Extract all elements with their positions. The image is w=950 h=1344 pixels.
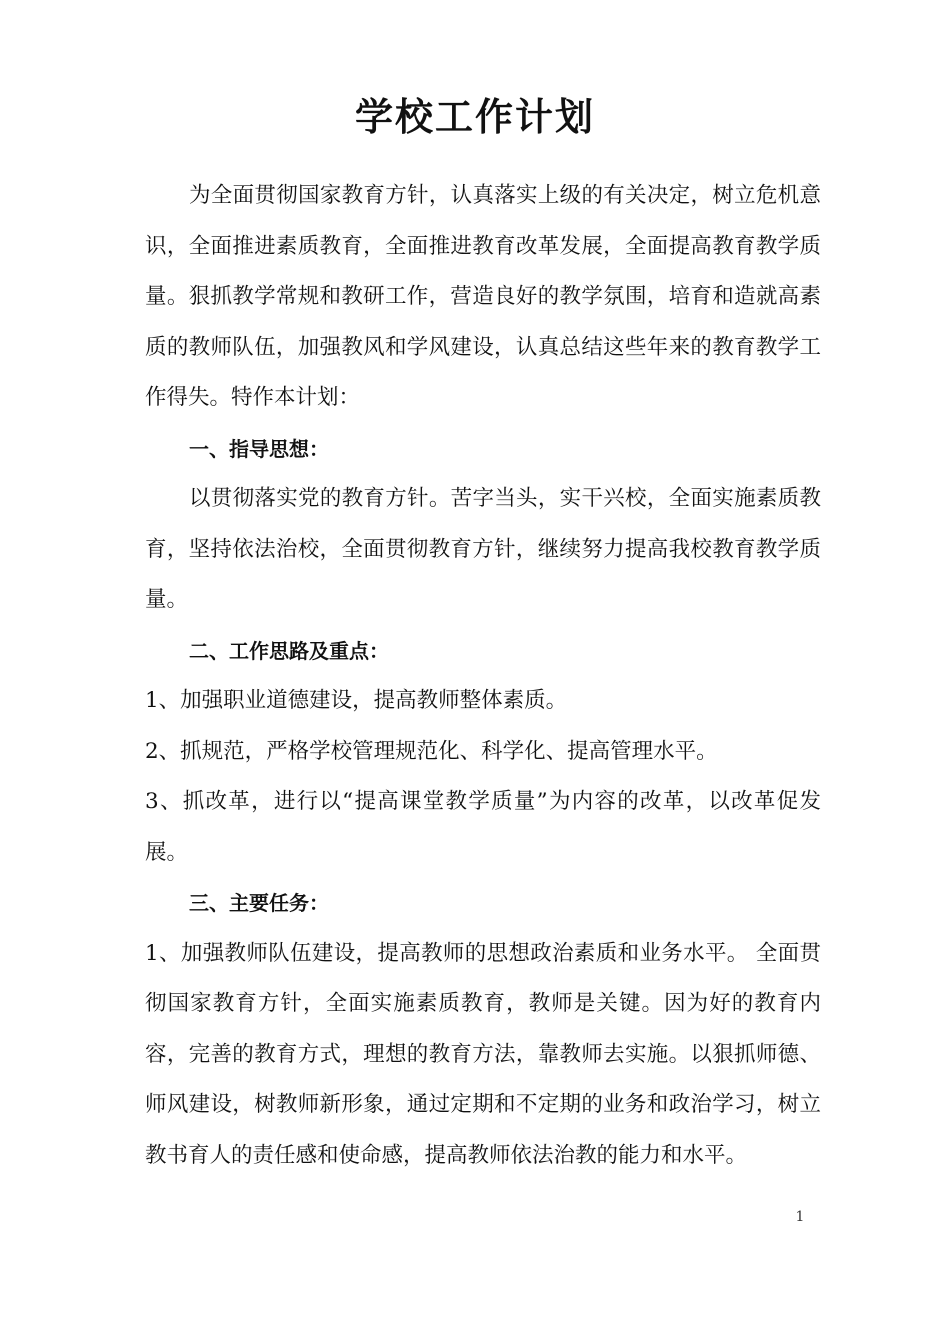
document-title: 学校工作计划	[354, 95, 595, 139]
list-item: 1、加强职业道德建设，提高教师整体素质。	[145, 688, 568, 713]
list-item: 2、抓规范，严格学校管理规范化、科学化、提高管理水平。	[145, 738, 718, 764]
document-body	[145, 171, 821, 1181]
page-number: 1	[795, 1209, 805, 1225]
list-item: 1、加强教师队伍建设，提高教师的思想政治素质和业务水平。 全面贯彻国家教育方针，全面实施素质教育，教师是关键。因为好的教育内容，完善的教育方式，理想的教育方法，靠教师去实施。以狠抓师德、师风建设，树教师新形象，通过定期和不定期的业务和政治学习，树立教书育人的责任感和使命感，提高教师依法治教的能力和水平。	[145, 940, 821, 1168]
section-heading-work-focus: 二、工作思路及重点：	[189, 638, 389, 663]
intro-paragraph: 为全面贯彻国家教育方针，认真落实上级的有关决定，树立危机意识，全面推进素质教育，全面推进教育改革发展，全面提高教育教学质量。狠抓教学常规和教研工作，营造良好的教学氛围，培育和造就高素质的教师队伍，加强教风和学风建设，认真总结这些年来的教育教学工作得失。特作本计划：	[145, 183, 821, 410]
section-heading-main-tasks: 三、主要任务：	[189, 891, 329, 915]
section-paragraph-guiding-ideology: 以贯彻落实党的教育方针。苦字当头，实干兴校，全面实施素质教育，坚持依法治校，全面贯彻教育方针，继续努力提高我校教育教学质量。	[145, 486, 821, 612]
list-item: 3、抓改革，进行以“提高课堂教学质量”为内容的改革，以改革促发展。	[145, 789, 821, 865]
section-heading-guiding-ideology: 一、指导思想：	[189, 436, 329, 461]
